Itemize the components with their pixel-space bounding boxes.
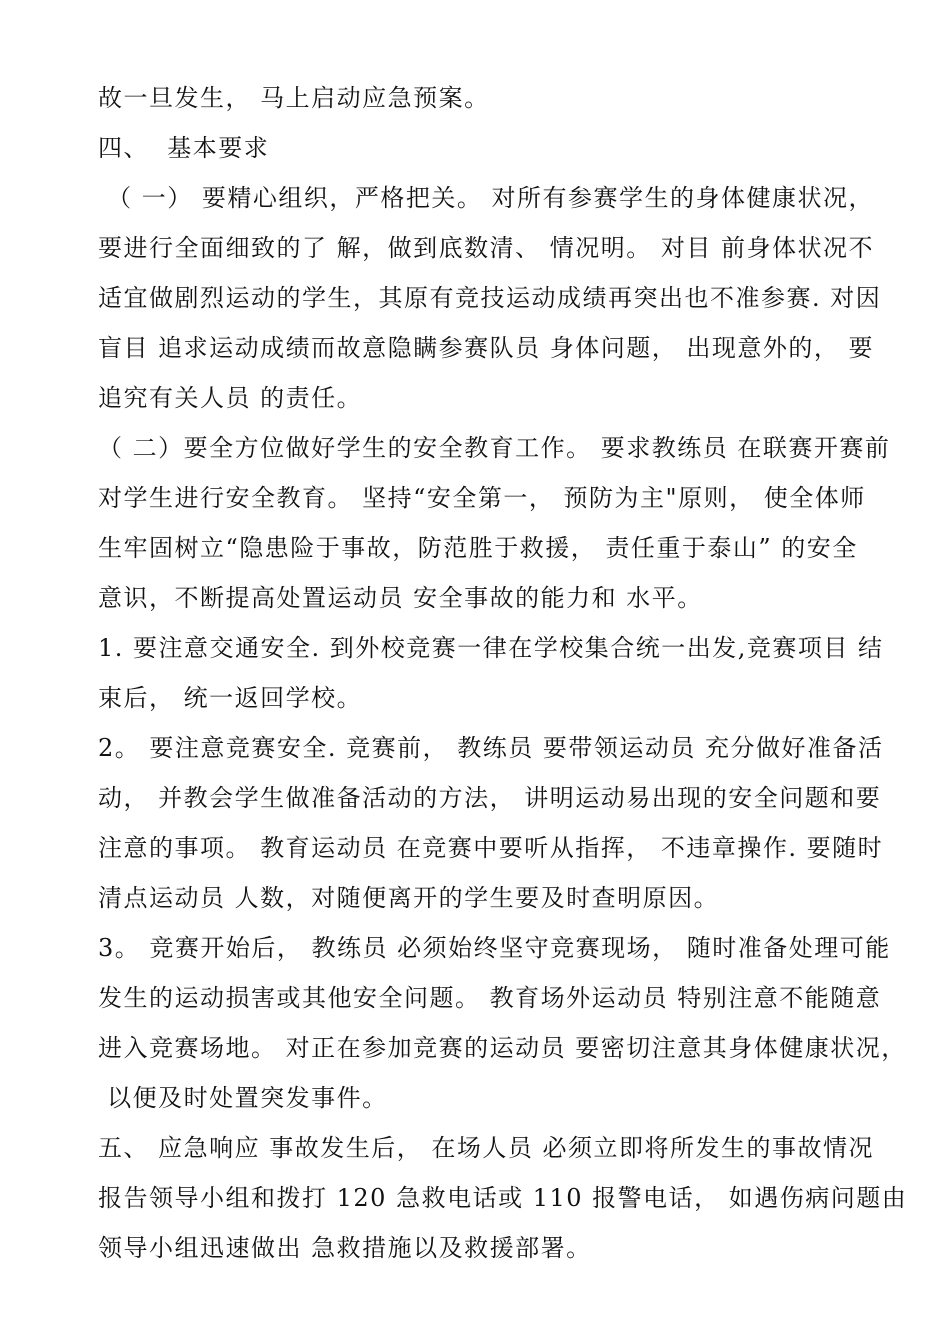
text-line: 意识，不断提高处置运动员 安全事故的能力和 水平。 <box>98 584 703 612</box>
text-line: 报告领导小组和拨打 120 急救电话或 110 报警电话， 如遇伤病问题由 <box>98 1184 908 1212</box>
text-line: 1. 要注意交通安全. 到外校竞赛一律在学校集合统一出发,竞赛项目 结 <box>98 634 884 662</box>
text-line: （ 一） 要精心组织，严格把关。 对所有参赛学生的身体健康状况， <box>98 184 875 212</box>
text-line: 束后， 统一返回学校。 <box>98 684 363 712</box>
text-line: 盲目 追求运动成绩而故意隐瞒参赛队员 身体问题， 出现意外的， 要 <box>98 334 875 362</box>
section-heading-four: 四、 基本要求 <box>98 134 270 162</box>
text-line: 追究有关人员 的责任。 <box>98 384 363 412</box>
text-line: 注意的事项。 教育运动员 在竞赛中要听从指挥， 不违章操作. 要随时 <box>98 834 884 862</box>
text-line: 发生的运动损害或其他安全问题。 教育场外运动员 特别注意不能随意 <box>98 984 882 1012</box>
text-line: 生牢固树立“隐患险于事故，防范胜于救援， 责任重于泰山” 的安全 <box>98 534 858 562</box>
text-line: 适宜做剧烈运动的学生，其原有竞技运动成绩再突出也不准参赛. 对因 <box>98 284 882 312</box>
text-line: （ 二）要全方位做好学生的安全教育工作。 要求教练员 在联赛开赛前 <box>98 434 891 462</box>
text-line: 进入竞赛场地。 对正在参加竞赛的运动员 要密切注意其身体健康状况， <box>98 1034 907 1062</box>
text-line: 动， 并教会学生做准备活动的方法， 讲明运动易出现的安全问题和要 <box>98 784 882 812</box>
text-line: 故一旦发生， 马上启动应急预案。 <box>98 84 490 112</box>
text-line: 以便及时处置突发事件。 <box>98 1084 388 1112</box>
text-line: 对学生进行安全教育。 坚持“安全第一， 预防为主"原则， 使全体师 <box>98 484 866 512</box>
text-line: 3。 竞赛开始后， 教练员 必须始终坚守竞赛现场， 随时准备处理可能 <box>98 934 891 962</box>
text-line: 清点运动员 人数，对随便离开的学生要及时查明原因。 <box>98 884 720 912</box>
text-line: 领导小组迅速做出 急救措施以及救援部署。 <box>98 1234 592 1262</box>
section-heading-five: 五、 应急响应 事故发生后， 在场人员 必须立即将所发生的事故情况 <box>98 1134 875 1162</box>
text-line: 2。 要注意竞赛安全. 竞赛前， 教练员 要带领运动员 充分做好准备活 <box>98 734 884 762</box>
text-line: 要进行全面细致的了 解，做到底数清、 情况明。 对目 前身体状况不 <box>98 234 875 262</box>
